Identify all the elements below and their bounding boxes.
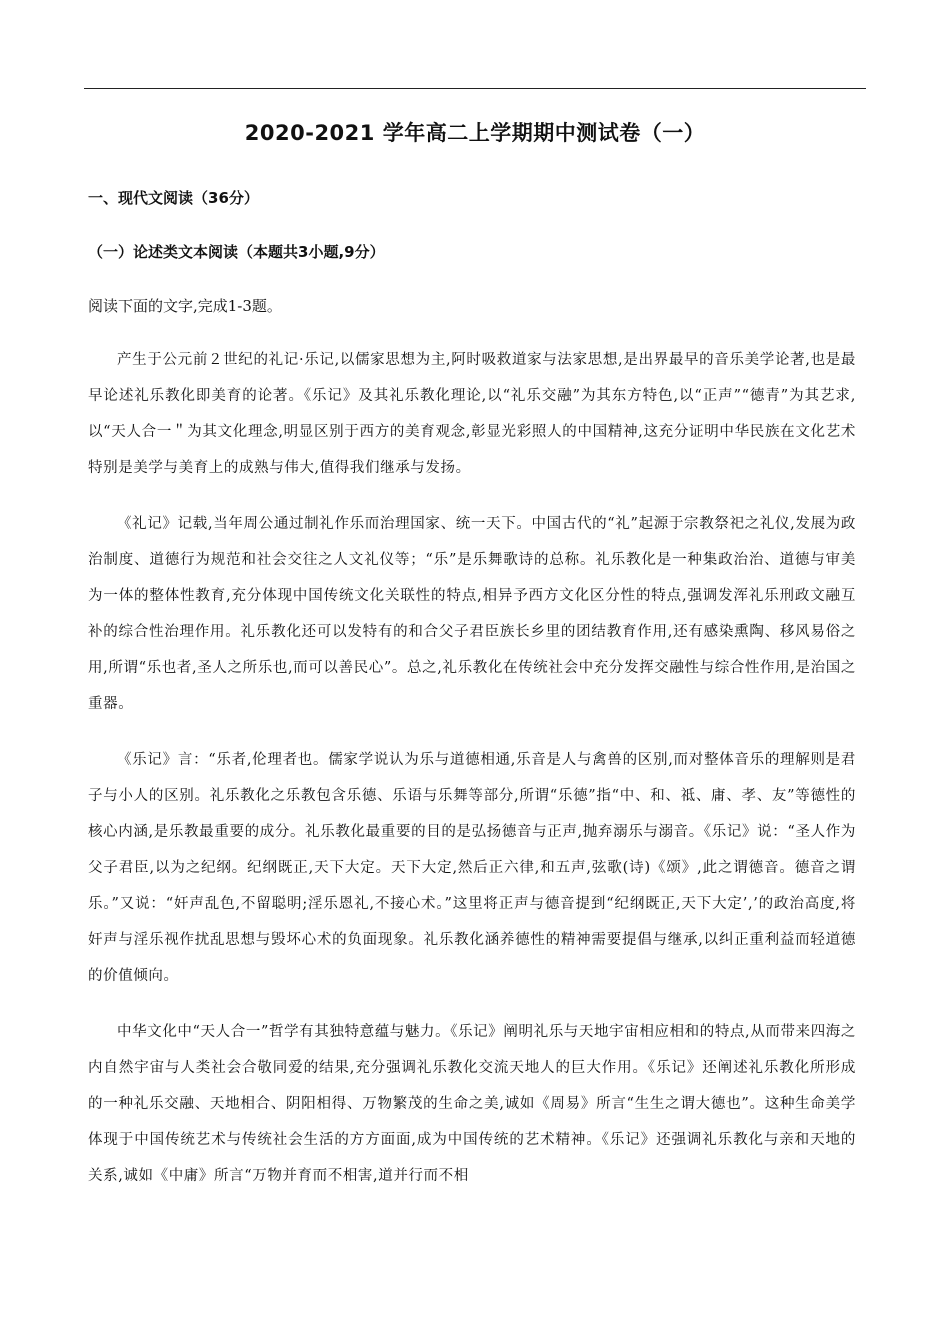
passage-body: [88, 342, 856, 1214]
passage-paragraph-1: 产生于公元前２世纪的礼记·乐记,以儒家思想为主,阿时吸救道家与法家思想,是出界最早的音乐美学论著,也是最早论述礼乐教化即美育的论著。《乐记》及其礼乐教化理论,以“礼乐交融”为其东方特色,以“正声”“德青”为其艺求,以“天人合一＂为其文化理念,明显区别于西方的美育观念,彰显光彩照人的中国精神,这充分证明中华民族在文化艺术特别是美学与美育上的成熟与伟大,值得我们继承与发扬。: [88, 352, 856, 476]
passage-paragraph-4: 中华文化中“天人合一”哲学有其独特意蕴与魅力。《乐记》阐明礼乐与天地宇宙相应相和的特点,从而带来四海之内自然宇宙与人类社会合敬同爱的结果,充分强调礼乐教化交流天地人的巨大作用。《乐记》还阐述礼乐教化所形成的一种礼乐交融、天地相合、阴阳相得、万物繁茂的生命之美,诚如《周易》所言“生生之谓大德也”。这种生命美学体现于中国传统艺术与传统社会生活的方方面面,成为中国传统的艺术精神。《乐记》还强调礼乐教化与亲和天地的关系,诚如《中庸》所言“万物并育而不相害,道并行而不相: [88, 1024, 856, 1184]
exam-title: 2020-2021 学年高二上学期期中测试卷（一）: [244, 121, 706, 145]
passage-paragraph-3: 《乐记》言：“乐者,伦理者也。儒家学说认为乐与道德相通,乐音是人与禽兽的区别,而对整体音乐的理解则是君子与小人的区别。礼乐教化之乐教包含乐德、乐语与乐舞等部分,所谓“乐德”指“中、和、祗、庸、孝、友”等德性的核心内涵,是乐教最重要的成分。礼乐教化最重要的目的是弘扬德音与正声,抛弃溺乐与溺音。《乐记》说：“圣人作为父子君臣,以为之纪纲。纪纲既正,天下大定。天下大定,然后正六律,和五声,弦歌(诗)《颂》,此之谓德音。德音之谓乐。”又说：“奸声乱色,不留聪明;淫乐恩礼,不接心术。”这里将正声与德音提到“纪纲既正,天下大定’,’的政治高度,将奸声与淫乐视作扰乱思想与毁坏心术的负面现象。礼乐教化涵养德性的精神需要提倡与继承,以纠正重利益而轻道德的价值倾向。: [88, 752, 856, 984]
section-heading-modern-reading: 一、现代文阅读（36分）: [88, 189, 259, 207]
subsection-heading-argumentative: （一）论述类文本阅读（本题共3小题,9分）: [88, 243, 385, 261]
reading-instruction: 阅读下面的文字,完成1-3题。: [88, 297, 282, 315]
passage-paragraph-2: 《礼记》记载,当年周公通过制礼作乐而治理国家、统一天下。中国古代的“礼”起源于宗教祭祀之礼仪,发展为政治制度、道德行为规范和社会交往之人文礼仪等；“乐”是乐舞歌诗的总称。礼乐教化是一种集政治治、道德与审美为一体的整体性教育,充分体现中国传统文化关联性的特点,相异予西方文化区分性的特点,强调发浑礼乐刑政文融互补的综合性治理作用。礼乐教化还可以发特有的和合父子君臣族长乡里的团结教育作用,还有感染熏陶、移风易俗之用,所谓“乐也者,圣人之所乐也,而可以善民心”。总之,礼乐教化在传统社会中充分发挥交融性与综合性作用,是治国之重器。: [88, 516, 856, 712]
header-rule: [84, 88, 866, 89]
